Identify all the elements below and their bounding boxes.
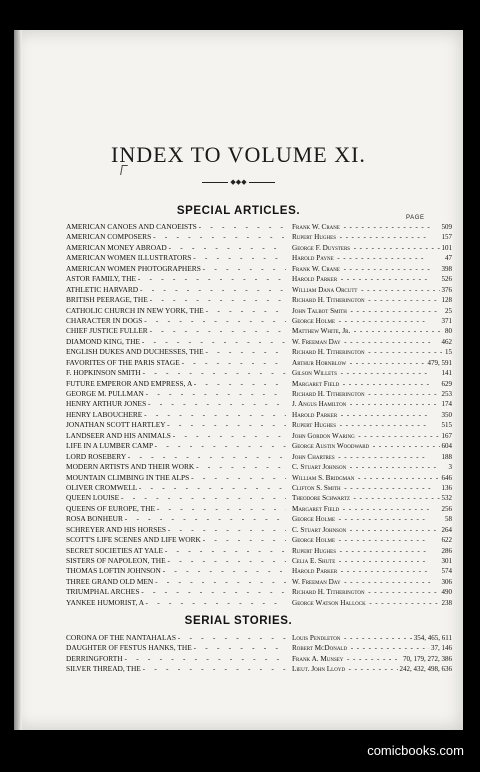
entry-page: 479, 591 bbox=[427, 358, 452, 367]
entry-author: Matthew White, Jr. - - bbox=[292, 326, 442, 336]
entry-page: 574 bbox=[441, 567, 452, 576]
entry-author: George F. Duysters - - bbox=[292, 243, 442, 253]
index-entry bbox=[66, 399, 452, 409]
page-title: INDEX TO VOLUME XI. bbox=[111, 142, 366, 167]
entry-title: ASTOR FAMILY, THE - bbox=[66, 274, 286, 284]
entry-page: 350 bbox=[441, 410, 452, 419]
entry-page: 174 bbox=[441, 400, 452, 409]
entry-author: Lieut. John Lloyd - - bbox=[292, 664, 442, 674]
entry-page: 253 bbox=[441, 390, 452, 398]
index-entry bbox=[66, 326, 452, 336]
entry-title: AMERICAN CANOES AND CANOEISTS - bbox=[66, 222, 286, 232]
entry-author: John Gordon Waring - - bbox=[292, 431, 442, 441]
index-entry bbox=[66, 633, 452, 643]
entry-page: 264 bbox=[441, 525, 452, 534]
entry-author: Rupert Hughes - - bbox=[292, 546, 442, 556]
index-entry bbox=[66, 504, 452, 514]
entry-page: 58 bbox=[445, 515, 452, 524]
index-entry bbox=[66, 410, 452, 420]
entry-page: 532 bbox=[441, 494, 452, 503]
index-entry bbox=[66, 222, 452, 232]
entry-title: DIAMOND KING, THE - bbox=[66, 337, 286, 347]
index-entry bbox=[66, 232, 452, 242]
entry-title: CATHOLIC CHURCH IN NEW YORK, THE - bbox=[66, 306, 286, 316]
entry-page: 490 bbox=[441, 588, 452, 597]
entry-page: 371 bbox=[441, 316, 452, 325]
index-entry bbox=[66, 452, 452, 462]
entry-author: Harold Parker - - bbox=[292, 410, 442, 420]
index-entry bbox=[66, 598, 452, 608]
entry-title: SECRET SOCIETIES AT YALE - bbox=[66, 546, 286, 556]
entry-author: Rupert Hughes - - bbox=[292, 232, 442, 242]
entry-author: Louis Pendleton - - bbox=[292, 633, 442, 643]
entry-author: William Dana Orcutt - - bbox=[292, 285, 442, 295]
entry-page: 188 bbox=[441, 452, 452, 461]
index-entry bbox=[66, 514, 452, 524]
entry-author: George Holme - - bbox=[292, 316, 442, 326]
serial-stories-list bbox=[66, 633, 452, 675]
entry-author: C. Stuart Johnson - - bbox=[292, 462, 442, 472]
entry-author: George Holme - - bbox=[292, 514, 442, 524]
entry-title: FUTURE EMPEROR AND EMPRESS, A - bbox=[66, 379, 286, 389]
entry-page: 629 bbox=[441, 379, 452, 388]
entry-author: J. Angus Hamilton - - bbox=[292, 399, 442, 409]
entry-page: 301 bbox=[441, 557, 452, 565]
index-entry bbox=[66, 441, 452, 451]
entry-page: 604 bbox=[441, 442, 452, 451]
index-entry bbox=[66, 295, 452, 305]
entry-title: OLIVER CROMWELL - bbox=[66, 483, 286, 493]
entry-page: 101 bbox=[441, 243, 452, 252]
index-entry bbox=[66, 483, 452, 493]
entry-page: 462 bbox=[441, 337, 452, 346]
index-entry bbox=[66, 316, 452, 326]
entry-title: SCOTT'S LIFE SCENES AND LIFE WORK - bbox=[66, 535, 286, 545]
entry-title: AMERICAN MONEY ABROAD - bbox=[66, 243, 286, 253]
index-entry bbox=[66, 664, 452, 674]
index-entry bbox=[66, 566, 452, 576]
entry-page: 398 bbox=[441, 264, 452, 273]
entry-page: 80 bbox=[445, 327, 452, 336]
entry-page: 376 bbox=[441, 285, 452, 294]
entry-title: ENGLISH DUKES AND DUCHESSES, THE - bbox=[66, 347, 286, 357]
index-entry bbox=[66, 546, 452, 556]
special-articles-list bbox=[66, 222, 452, 608]
entry-author: John Chartres - - bbox=[292, 452, 442, 462]
entry-author: Gilson Willets - - bbox=[292, 368, 442, 378]
entry-title: QUEEN LOUISE - bbox=[66, 493, 286, 503]
entry-page: 354, 465, 611 bbox=[413, 634, 452, 642]
entry-author: John Talbot Smith - - bbox=[292, 306, 442, 316]
index-entry bbox=[66, 493, 452, 503]
index-entry bbox=[66, 347, 452, 357]
entry-author: Clifton S. Smith - - bbox=[292, 483, 442, 493]
entry-page: 509 bbox=[441, 223, 452, 231]
entry-page: 3 bbox=[448, 463, 452, 472]
entry-page: 37, 146 bbox=[431, 644, 452, 653]
entry-title: BRITISH PEERAGE, THE - bbox=[66, 295, 286, 305]
index-entry bbox=[66, 525, 452, 535]
entry-page: 136 bbox=[441, 483, 452, 492]
entry-author: Richard H. Titherington - - bbox=[292, 295, 442, 305]
index-entry bbox=[66, 535, 452, 545]
entry-author: George Watson Hallock - - bbox=[292, 598, 442, 608]
entry-page: 141 bbox=[441, 369, 452, 378]
entry-title: MODERN ARTISTS AND THEIR WORK - bbox=[66, 462, 286, 472]
index-entry bbox=[66, 389, 452, 399]
entry-author: Theodore Schwartz - - bbox=[292, 493, 442, 503]
entry-author: Robert McDonald - - bbox=[292, 643, 442, 653]
index-entry bbox=[66, 358, 452, 368]
serial-stories-heading: SERIAL STORIES. bbox=[184, 615, 293, 627]
entry-author: Richard H. Titherington - - bbox=[292, 347, 442, 357]
entry-author: Celia E. Shute - - bbox=[292, 556, 442, 566]
index-entry bbox=[66, 654, 452, 664]
page-column-label: PAGE bbox=[406, 215, 425, 221]
entry-title: AMERICAN COMPOSERS - bbox=[66, 232, 286, 242]
entry-title: DERRINGFORTH - bbox=[66, 654, 286, 664]
index-entry bbox=[66, 306, 452, 316]
entry-page: 25 bbox=[445, 306, 452, 315]
entry-author: Frank A. Munsey - - bbox=[292, 654, 442, 664]
entry-page: 622 bbox=[441, 536, 452, 545]
index-entry bbox=[66, 473, 452, 483]
entry-title: F. HOPKINSON SMITH - bbox=[66, 368, 286, 378]
entry-author: Harold Parker - - bbox=[292, 566, 442, 576]
entry-author: Harold Payne - - bbox=[292, 253, 442, 263]
entry-author: Frank W. Crane - - bbox=[292, 222, 442, 232]
entry-title: ATHLETIC HARVARD - bbox=[66, 285, 286, 295]
entry-title: HENRY ARTHUR JONES - bbox=[66, 399, 286, 409]
entry-author: Harold Parker - - bbox=[292, 274, 442, 284]
entry-author: Margaret Field - - bbox=[292, 504, 442, 514]
entry-title: LIFE IN A LUMBER CAMP - bbox=[66, 441, 286, 451]
entry-title: DAUGHTER OF FESTUS HANKS, THE - bbox=[66, 643, 286, 653]
entry-author: George Holme - - bbox=[292, 535, 442, 545]
book-page bbox=[14, 30, 463, 730]
entry-title: FAVORITES OF THE PARIS STAGE - bbox=[66, 358, 286, 368]
entry-title: CHIEF JUSTICE FULLER - bbox=[66, 326, 286, 336]
entry-title: JONATHAN SCOTT HARTLEY - bbox=[66, 420, 286, 430]
index-entry bbox=[66, 274, 452, 284]
entry-title: SCHREYER AND HIS HORSES - bbox=[66, 525, 286, 535]
index-entry bbox=[66, 577, 452, 587]
entry-title: CHARACTER IN DOGS - bbox=[66, 316, 286, 326]
entry-page: 526 bbox=[441, 275, 452, 284]
pencil-mark-icon bbox=[120, 165, 128, 175]
entry-title: LANDSEER AND HIS ANIMALS - bbox=[66, 431, 286, 441]
ornament-divider: ◆◆◆ bbox=[14, 177, 463, 186]
entry-page: 515 bbox=[441, 421, 452, 430]
entry-author: Richard H. Titherington - - bbox=[292, 587, 442, 597]
index-entry bbox=[66, 253, 452, 263]
entry-page: 646 bbox=[441, 473, 452, 482]
entry-author: C. Stuart Johnson - - bbox=[292, 525, 442, 535]
index-entry bbox=[66, 643, 452, 653]
entry-title: ROSA BONHEUR - bbox=[66, 514, 286, 524]
entry-title: THOMAS LOFTIN JOHNSON - bbox=[66, 566, 286, 576]
entry-page: 157 bbox=[441, 233, 452, 242]
entry-author: W. Freeman Day - - bbox=[292, 337, 442, 347]
watermark: comicbooks.com bbox=[367, 743, 464, 758]
special-articles-heading: SPECIAL ARTICLES. bbox=[176, 205, 301, 217]
entry-author: Richard H. Titherington - - bbox=[292, 389, 442, 399]
entry-page: 238 bbox=[441, 598, 452, 607]
entry-author: Rupert Hughes - - bbox=[292, 420, 442, 430]
entry-title: CORONA OF THE NANTAHALAS - bbox=[66, 633, 286, 643]
entry-title: HENRY LABOUCHERE - bbox=[66, 410, 286, 420]
entry-title: AMERICAN WOMEN ILLUSTRATORS - bbox=[66, 253, 286, 263]
entry-title: QUEENS OF EUROPE, THE - bbox=[66, 504, 286, 514]
entry-page: 70, 179, 272, 386 bbox=[403, 654, 452, 663]
index-entry bbox=[66, 556, 452, 566]
entry-page: 47 bbox=[445, 254, 452, 263]
index-entry bbox=[66, 264, 452, 274]
entry-page: 256 bbox=[441, 504, 452, 513]
index-entry bbox=[66, 431, 452, 441]
entry-page: 15 bbox=[445, 348, 452, 357]
entry-title: LORD ROSEBERY - bbox=[66, 452, 286, 462]
index-entry bbox=[66, 337, 452, 347]
entry-title: TRIUMPHAL ARCHES - bbox=[66, 587, 286, 597]
entry-title: THREE GRAND OLD MEN - bbox=[66, 577, 286, 587]
entry-title: SILVER THREAD, THE - bbox=[66, 664, 286, 674]
entry-author: W. Freeman Day - - bbox=[292, 577, 442, 587]
entry-author: Frank W. Crane - - bbox=[292, 264, 442, 274]
entry-page: 242, 432, 498, 636 bbox=[399, 665, 452, 674]
entry-page: 128 bbox=[441, 296, 452, 305]
entry-author: Arthur Hornblow - - bbox=[292, 358, 442, 368]
entry-title: SISTERS OF NAPOLEON, THE - bbox=[66, 556, 286, 566]
index-entry bbox=[66, 285, 452, 295]
entry-page: 306 bbox=[441, 577, 452, 586]
entry-title: AMERICAN WOMEN PHOTOGRAPHERS - bbox=[66, 264, 286, 274]
index-entry bbox=[66, 420, 452, 430]
entry-title: MOUNTAIN CLIMBING IN THE ALPS - bbox=[66, 473, 286, 483]
index-entry bbox=[66, 368, 452, 378]
entry-author: Margaret Field - - bbox=[292, 379, 442, 389]
index-entry bbox=[66, 587, 452, 597]
entry-page: 286 bbox=[441, 546, 452, 555]
entry-title: YANKEE HUMORIST, A - bbox=[66, 598, 286, 608]
index-entry bbox=[66, 243, 452, 253]
entry-title: GEORGE M. PULLMAN - bbox=[66, 389, 286, 399]
index-entry bbox=[66, 462, 452, 472]
entry-author: George Austin Woodward - - bbox=[292, 441, 442, 451]
index-entry bbox=[66, 379, 452, 389]
entry-page: 167 bbox=[441, 431, 452, 440]
entry-author: William S. Bridgman - - bbox=[292, 473, 442, 483]
